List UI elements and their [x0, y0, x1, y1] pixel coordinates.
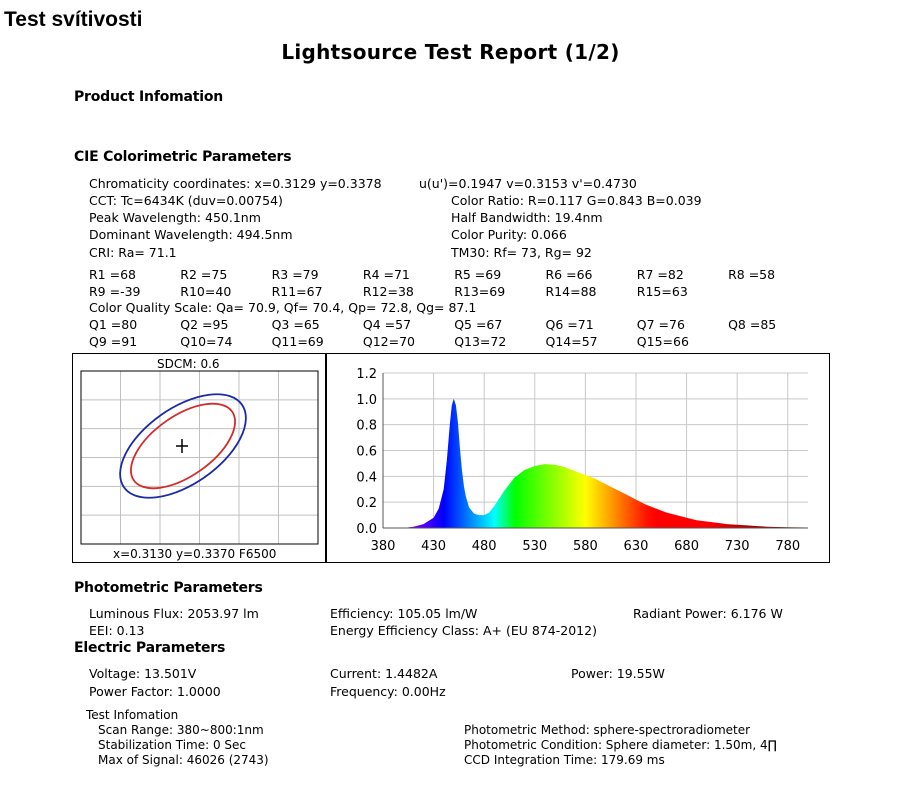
ccd-integration-time: CCD Integration Time: 179.69 ms [464, 753, 665, 767]
report-title: Lightsource Test Report (1/2) [281, 40, 620, 64]
q-value: Q2 =95 [180, 317, 229, 332]
r-value: R1 =68 [89, 267, 136, 282]
r-value: R6 =66 [545, 267, 593, 282]
photometric-condition: Photometric Condition: Sphere diameter: 1.50m, 4∏ [464, 738, 777, 752]
color-quality-scale: Color Quality Scale: Qa= 70.9, Qf= 70.4, Qp= 72.8, Qg= 87.1 [89, 300, 477, 315]
r-value: R9 =-39 [89, 284, 141, 299]
r-value: R5 =69 [454, 267, 502, 282]
peak-wavelength: Peak Wavelength: 450.1nm [89, 210, 261, 225]
cct: CCT: Tc=6434K (duv=0.00754) [89, 193, 283, 208]
y-tick-label: 0.4 [356, 470, 377, 486]
q-value: Q1 =80 [89, 317, 138, 332]
spectrum-chart [327, 354, 829, 562]
y-tick-label: 1.2 [356, 367, 377, 382]
x-tick-label: 380 [370, 539, 396, 554]
r-value: R8 =58 [728, 267, 776, 282]
dominant-wavelength: Dominant Wavelength: 494.5nm [89, 227, 293, 242]
power-factor: Power Factor: 1.0000 [89, 684, 221, 699]
sdcm-panel [72, 353, 326, 563]
eei: EEI: 0.13 [89, 623, 145, 638]
y-tick-label: 0.6 [356, 444, 377, 460]
sdcm-ellipse-plot [73, 354, 325, 562]
q-value: Q13=72 [454, 334, 507, 349]
scan-range: Scan Range: 380~800:1nm [98, 723, 264, 737]
current: Current: 1.4482A [330, 666, 438, 681]
r-value: R2 =75 [180, 267, 228, 282]
r-value: R15=63 [636, 284, 688, 299]
x-tick-label: 680 [674, 539, 699, 554]
q-value: Q8 =85 [728, 317, 777, 332]
x-tick-label: 630 [623, 539, 649, 554]
x-tick-label: 430 [421, 539, 447, 554]
page-heading: Test svítivosti [4, 8, 143, 31]
q-value: Q12=70 [362, 334, 416, 349]
tm30: TM30: Rf= 73, Rg= 92 [451, 245, 592, 260]
r-value: R11=67 [271, 284, 323, 299]
uv-coordinates: u(u')=0.1947 v=0.3153 v'=0.4730 [419, 176, 637, 191]
radiant-power: Radiant Power: 6.176 W [633, 606, 783, 621]
voltage: Voltage: 13.501V [89, 666, 197, 681]
spectrum-panel [326, 353, 830, 563]
electric-heading: Electric Parameters [74, 640, 226, 656]
cie-heading: CIE Colorimetric Parameters [74, 149, 292, 165]
y-tick-label: 1.0 [356, 392, 377, 408]
color-purity: Color Purity: 0.066 [451, 227, 567, 242]
r-value: R13=69 [454, 284, 506, 299]
q-value: Q10=74 [180, 334, 233, 349]
q-value: Q3 =65 [271, 317, 320, 332]
efficiency: Efficiency: 105.05 lm/W [330, 606, 478, 621]
r-value: R4 =71 [362, 267, 410, 282]
x-tick-label: 730 [724, 539, 750, 554]
stabilization-time: Stabilization Time: 0 Sec [98, 738, 247, 752]
q-value: Q9 =91 [89, 334, 138, 349]
cri: CRI: Ra= 71.1 [89, 245, 177, 260]
r-value: R14=88 [545, 284, 597, 299]
photometric-heading: Photometric Parameters [74, 580, 263, 596]
q-value: Q7 =76 [636, 317, 685, 332]
max-signal: Max of Signal: 46026 (2743) [98, 753, 269, 767]
r-value: R12=38 [362, 284, 414, 299]
x-tick-label: 580 [572, 539, 598, 554]
q-value: Q4 =57 [362, 317, 412, 332]
q-value: Q11=69 [271, 334, 324, 349]
y-tick-label: 0.0 [356, 522, 377, 537]
x-tick-label: 530 [522, 539, 548, 554]
power: Power: 19.55W [571, 666, 665, 681]
x-tick-label: 480 [471, 539, 497, 554]
chromaticity-coordinates: Chromaticity coordinates: x=0.3129 y=0.3378 [89, 176, 382, 191]
luminous-flux: Luminous Flux: 2053.97 lm [89, 606, 259, 621]
photometric-method: Photometric Method: sphere-spectroradiometer [464, 723, 751, 737]
test-info-heading: Test Infomation [86, 708, 179, 722]
q-value: Q15=66 [636, 334, 689, 349]
r-value: R3 =79 [271, 267, 319, 282]
half-bandwidth: Half Bandwidth: 19.4nm [451, 210, 603, 225]
sdcm-label: SDCM: 0.6 [157, 357, 220, 371]
y-tick-label: 0.2 [356, 496, 377, 512]
q-value: Q5 =67 [454, 317, 503, 332]
frequency: Frequency: 0.00Hz [330, 684, 446, 699]
y-tick-label: 0.8 [356, 418, 377, 434]
q-value: Q14=57 [545, 334, 598, 349]
product-info-heading: Product Infomation [74, 89, 224, 105]
r-value: R7 =82 [636, 267, 684, 282]
color-ratio: Color Ratio: R=0.117 G=0.843 B=0.039 [451, 193, 702, 208]
spectrum-area [383, 399, 808, 528]
sdcm-footer: x=0.3130 y=0.3370 F6500 [113, 547, 277, 561]
r-value: R10=40 [180, 284, 232, 299]
q-value: Q6 =71 [545, 317, 594, 332]
x-tick-label: 780 [775, 539, 801, 554]
energy-class: Energy Efficiency Class: A+ (EU 874-2012) [330, 623, 597, 638]
